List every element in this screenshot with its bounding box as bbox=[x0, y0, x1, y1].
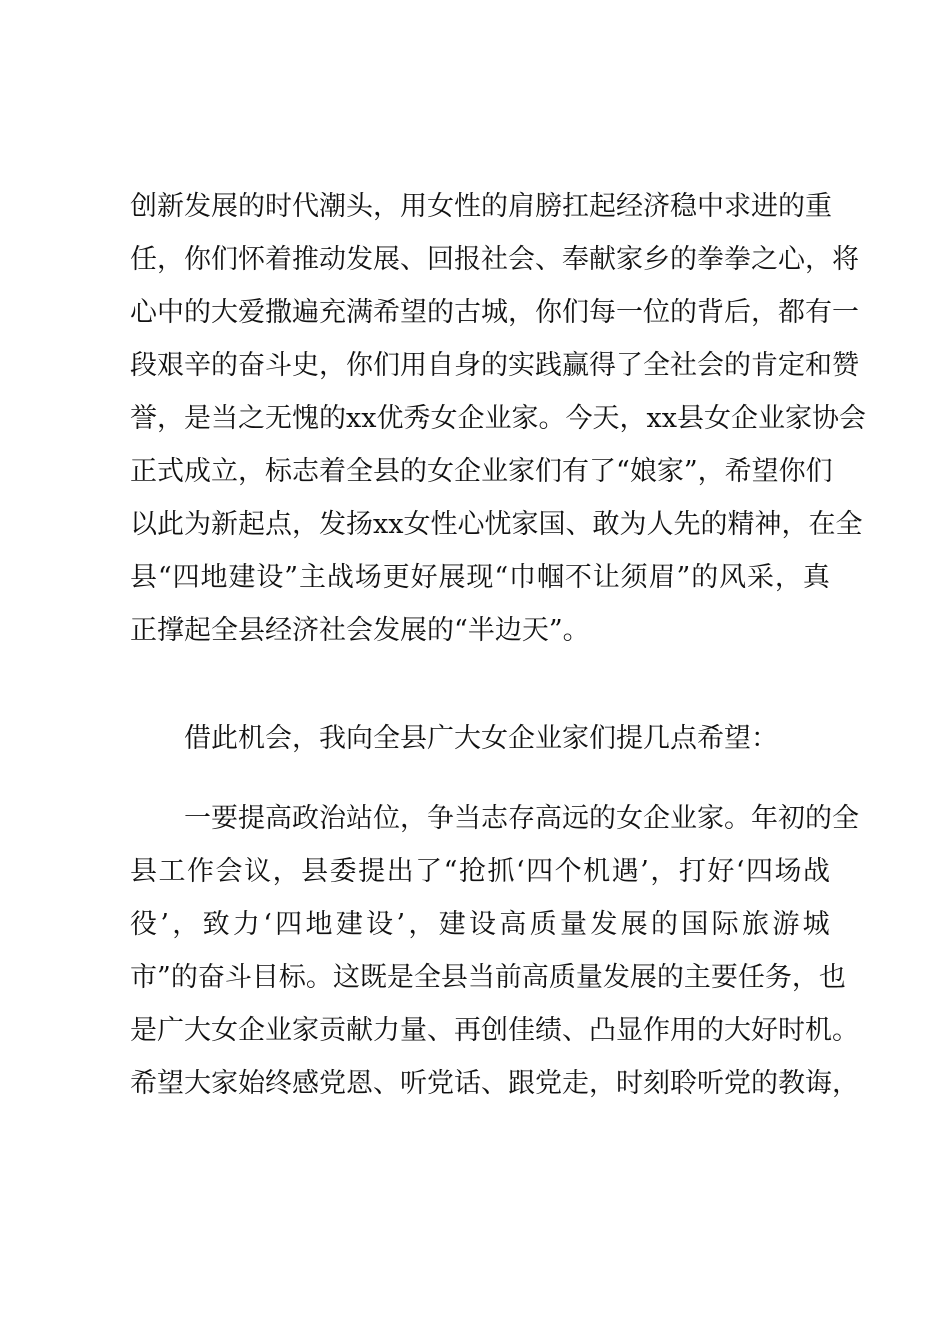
paragraph-line: 任 ， 你 们 怀 着 推 动 发 展 、 回 报 社 会 、 奉 献 家 乡 的 拳 拳 之 心 ， 将 bbox=[130, 244, 859, 275]
paragraph-line: 希 望 大 家 始 终 感 党 恩 、 听 党 话 、 跟 党 走 ， 时 刻 聆 听 党 的 教 诲 ， bbox=[130, 1068, 859, 1099]
paragraph-line: 心 中 的 大 爱 撒 遍 充 满 希 望 的 古 城 ， 你 们 每 一 位 的 背 后 ， 都 有 一 bbox=[130, 297, 859, 328]
paragraph-2 bbox=[130, 712, 830, 765]
paragraph-3 bbox=[130, 792, 859, 1110]
paragraph-1 bbox=[130, 180, 866, 657]
paragraph-line: 市 ” 的 奋 斗 目 标 。 这 既 是 全 县 当 前 高 质 量 发 展 的 主 要 任 务 ， 也 bbox=[130, 962, 846, 993]
paragraph-line: 是 广 大 女 企 业 家 贡 献 力 量 、 再 创 佳 绩 、 凸 显 作 用 的 大 好 时 机 。 bbox=[130, 1015, 859, 1046]
paragraph-line: 段 艰 辛 的 奋 斗 史 ， 你 们 用 自 身 的 实 践 赢 得 了 全 社 会 的 肯 定 和 赞 bbox=[130, 350, 859, 381]
paragraph-line: 役 ’ ， 致 力 ‘ 四 地 建 设 ’ ， 建 设 高 质 量 发 展 的 国 际 旅 游 城 bbox=[130, 909, 830, 940]
paragraph-line: 一 要 提 高 政 治 站 位 ， 争 当 志 存 高 远 的 女 企 业 家 。 年 初 的 全 bbox=[184, 803, 859, 834]
paragraph-line: 县 “ 四 地 建 设 ” 主 战 场 更 好 展 现 “ 巾 帼 不 让 须 眉 ” 的 风 采 ， 真 bbox=[130, 562, 830, 593]
paragraph-line: 誉 ， 是 当 之 无 愧 的 xx 优 秀 女 企 业 家 。 今 天 ， xx 县 女 企 业 家 协 会 bbox=[130, 403, 866, 434]
paragraph-line: 借 此 机 会 ， 我 向 全 县 广 大 女 企 业 家 们 提 几 点 希 望 ： bbox=[184, 723, 778, 754]
paragraph-line: 正 式 成 立 ， 标 志 着 全 县 的 女 企 业 家 们 有 了 “ 娘 家 ” ， 希 望 你 们 bbox=[130, 456, 833, 487]
paragraph-line: 以 此 为 新 起 点 ， 发 扬 xx 女 性 心 忧 家 国 、 敢 为 人 先 的 精 神 ， 在 全 bbox=[130, 509, 863, 540]
paragraph-line: 县 工 作 会 议 ， 县 委 提 出 了 “ 抢 抓 ‘ 四 个 机 遇 ’ ， 打 好 ‘ 四 场 战 bbox=[130, 856, 830, 887]
paragraph-line: 创 新 发 展 的 时 代 潮 头 ， 用 女 性 的 肩 膀 扛 起 经 济 稳 中 求 进 的 重 bbox=[130, 191, 832, 222]
paragraph-line: 正 撑 起 全 县 经 济 社 会 发 展 的 “ 半 边 天 ” 。 bbox=[130, 615, 590, 646]
